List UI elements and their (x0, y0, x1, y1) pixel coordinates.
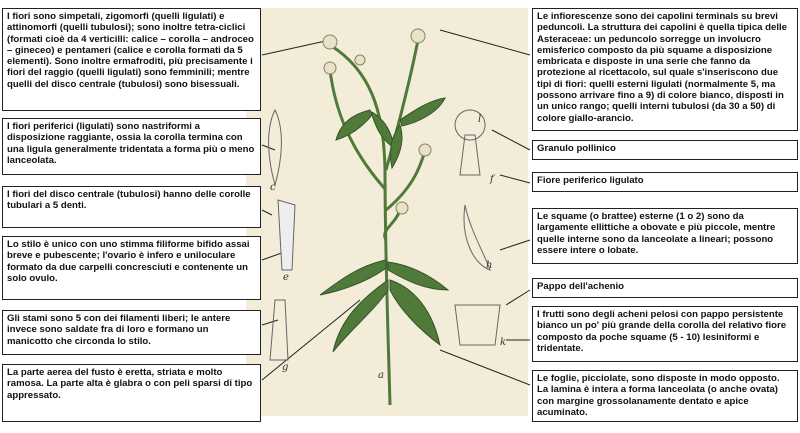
annotation-pollen-grain: Granulo pollinico (532, 140, 798, 160)
annotation-flowers: I fiori sono simpetali, zigomorfi (quelli ligulati) e attinomorfi (quelli tubulosi); sono inoltre tetra-ciclici (formati cioè da 4 verticilli: calice – corolla – androceo – gineceo) e pentameri (calice e corolla formati da 5 elementi). Sono inoltre ermafroditi, più precisamente i fiori del raggio (quelli ligulati) sono femminili; mentre quelli del disco centrale (tubulosi) sono bisessuali. (2, 8, 261, 111)
annotation-stamens: Gli stami sono 5 con dei filamenti liberi; le antere invece sono saldate fra di loro e formano un manicotto che circonda lo stilo. (2, 310, 261, 355)
annotation-peripheral-flowers: I fiori periferici (ligulati) sono nastriformi a disposizione raggiante, ossia la corolla termina con una ligula generalmente tridentata a forma più o meno lanceolata. (2, 118, 261, 175)
annotation-pappus: Pappo dell'achenio (532, 278, 798, 298)
annotation-disc-flowers: I fiori del disco centrale (tubulosi) hanno delle corolle tubulari a 5 denti. (2, 186, 261, 228)
annotation-style: Lo stilo è unico con uno stimma filiforme bifido assai breve e pubescente; l'ovario è infero e uniloculare formato da due carpelli concresciuti e contenente un solo ovulo. (2, 236, 261, 300)
figure-letter-c: c (270, 182, 276, 193)
figure-letter-l: l (478, 114, 482, 125)
annotation-stem: La parte aerea del fusto è eretta, striata e molto ramosa. La parte alta è glabra o con peli sparsi di tipo appressato. (2, 364, 261, 422)
annotation-bracts: Le squame (o brattee) esterne (1 o 2) sono da largamente ellittiche a obovate e più piccole, mentre quelle interne sono da lanceolate a lineari; possono essere intere o lobate. (532, 208, 798, 264)
annotation-fruits: I frutti sono degli acheni pelosi con pappo persistente bianco un po' più grande della corolla del relativo fiore composto da poche squame (5 - 10) lesiniformi e tridentate. (532, 306, 798, 362)
figure-letter-g: g (282, 362, 289, 373)
figure-letter-f: f (490, 174, 494, 185)
figure-letter-k: k (500, 337, 507, 348)
annotation-leaves: Le foglie, picciolate, sono disposte in modo opposto. La lamina è intera a forma lanceolata (o anche ovata) con margine grossolanamente dentato e apice acuminato. (532, 370, 798, 422)
figure-letter-a: a (378, 370, 384, 381)
plant-stems (330, 40, 425, 405)
figure-letter-e: e (283, 272, 289, 283)
annotation-inflorescence: Le infiorescenze sono dei capolini terminals su brevi peduncoli. La struttura dei capolini è quella tipica delle Asteraceae: un peduncolo sorregge un involucro emisferico composto da più squame a disposizione embricata e disposte in una serie che fanno da protezione al ricettacolo, sul quale s'inseriscono due tipi di fiori: quelli esterni ligulati (normalmente 5, ma possono arrivare fino a 9) di colore bianco, disposti in un unico rango; quelli interni tubulosi (da 30 a 50) di colore giallo-arancio. (532, 8, 798, 131)
annotation-ligulate-flower: Fiore periferico ligulato (532, 172, 798, 192)
figure-letter-h: h (486, 260, 493, 271)
